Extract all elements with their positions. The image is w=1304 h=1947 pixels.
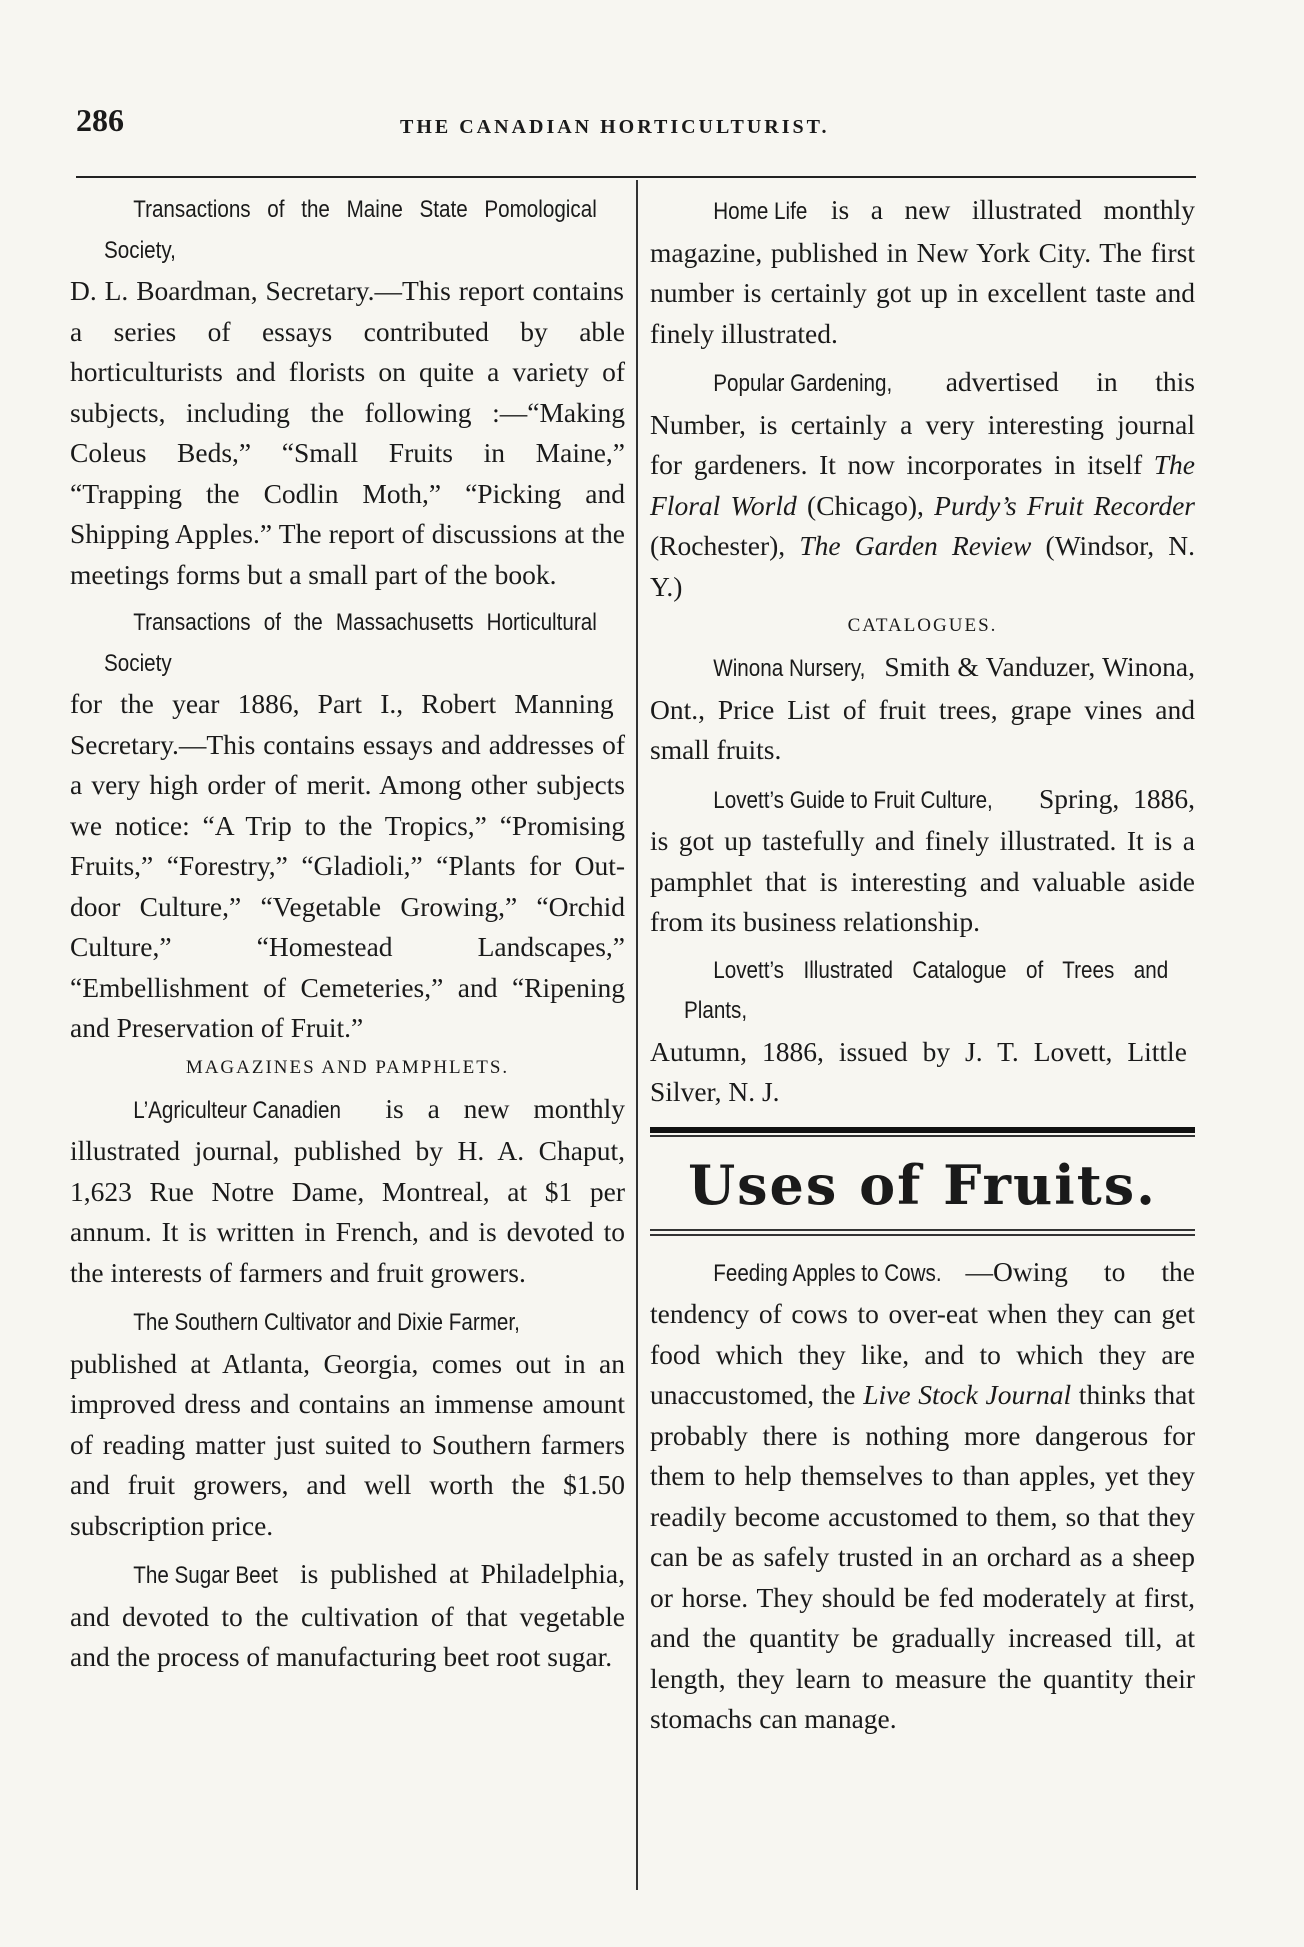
entry-winona-nursery (650, 647, 1195, 771)
running-title: THE CANADIAN HORTICULTURIST. (400, 116, 830, 138)
entry-lead: Lovett’s Guide to Fruit Culture, (713, 786, 993, 814)
column-divider (636, 180, 638, 1890)
header-rule (76, 176, 1196, 178)
entry-text: (Windsor, N. Y.) (650, 530, 1195, 602)
entry-text: published at Atlanta, Georgia, comes out in an improved dress and contains an immense amount of reading matter just suited to Southern farmers and fruit growers, and well worth the $1.50 subscription price. (70, 1347, 625, 1541)
italic-title: The Garden Review (799, 530, 1032, 561)
entry-text: Smith & Vanduzer, Winona, Ont., Price List of fruit trees, grape vines and small fruits. (650, 651, 1195, 765)
entry-lead: Transactions of the Massachusetts Horticultural Society (104, 609, 597, 677)
entry-text: thinks that probably there is nothing more dangerous for them to help themselves to than apples, yet they readily become accustomed to them, so that they can be as safely trusted in an orchard as a sheep or horse. They should be fed moderately at first, and the quantity be gradually increased till, at length, they learn to measure the quantity their stomachs can manage. (650, 1379, 1195, 1734)
entry-popular-gardening (650, 362, 1195, 607)
entry-text: —Owing to the tendency of cows to over-eat when they can get food which they like, and to which they are unaccustomed, the (650, 1255, 1195, 1410)
entry-lead: The Southern Cultivator and Dixie Farmer, (133, 1309, 520, 1336)
entry-feeding-apples (650, 1252, 1195, 1740)
italic-title: Purdy’s Fruit Recorder (934, 489, 1195, 521)
right-column (650, 190, 1195, 1748)
entry-text: for the year 1886, Part I., Robert Manning Secretary.—This contains essays and addresses of a very high order of merit. Among other subjects we notice: “A Trip to the Tropics,” “Promising Fruits,” “Forestry,” “Gladioli,” “Plants for Out-door Culture,” “Vegetable Growing,” “Orchid Culture,” “Homestead Landscapes,” “Embellishment of Cemeteries,” and “Ripening and Preservation of Fruit.” (70, 688, 625, 1043)
entry-text: advertised in this Number, is certainly a very interesting journal for gardeners. It now incorporates in itself (650, 366, 1195, 480)
entry-agriculteur-canadien (70, 1089, 625, 1294)
left-column (70, 190, 625, 1686)
page-number: 286 (76, 102, 124, 138)
entry-lead: The Sugar Beet (133, 1562, 278, 1589)
entry-lead: Home Life (713, 198, 808, 225)
entry-text: (Chicago), (796, 489, 935, 521)
banner-bottom-rule (650, 1229, 1195, 1236)
italic-title: Live Stock Journal (863, 1379, 1072, 1410)
banner-top-rule (650, 1127, 1195, 1133)
entry-text: is published at Philadelphia, and devoted to the cultivation of that vegetable and the process of manufacturing beet root sugar. (70, 1558, 625, 1672)
section-banner-title: Uses of Fruits. (688, 1152, 1157, 1217)
entry-lead: L’Agriculteur Canadien (133, 1096, 341, 1124)
entry-massachusetts-horticultural (70, 603, 625, 1049)
entry-text: is a new illustrated monthly magazine, published in New York City. The first number is certainly got up in excellent taste and finely illustrated. (650, 194, 1195, 349)
section-heading-catalogues: CATALOGUES. (847, 615, 998, 636)
entry-maine-pomological (70, 190, 625, 595)
entry-lead: Lovett’s Illustrated Catalogue of Trees and Plants, (684, 956, 1169, 1024)
entry-home-life (650, 190, 1195, 354)
entry-lead: Winona Nursery, (713, 655, 866, 682)
entry-text: is a new monthly illustrated journal, published by H. A. Chaput, 1,623 Rue Notre Dame, Montreal, at $1 per annum. It is written in French, and is devoted to the interests of farmers and fruit growers. (70, 1092, 625, 1288)
entry-lovetts-catalogue (650, 951, 1195, 1113)
entry-text: (Rochester), (650, 530, 800, 561)
section-heading-magazines: MAGAZINES AND PAMPHLETS. (185, 1056, 510, 1078)
entry-text: D. L. Boardman, Secretary.—This report contains a series of essays contributed by able horticulturists and florists on quite a variety of subjects, including the following :—“Making Coleus Beds,” “Small Fruits in Maine,” “Trapping the Codlin Moth,” “Picking and Shipping Apples.” The report of discussions at the meetings forms but a small part of the book. (70, 275, 625, 590)
entry-text: Autumn, 1886, issued by J. T. Lovett, Little Silver, N. J. (650, 1035, 1187, 1107)
entry-lead: Transactions of the Maine State Pomological Society, (104, 196, 597, 264)
entry-lead: Feeding Apples to Cows. (713, 1259, 942, 1287)
entry-text: Spring, 1886, is got up tastefully and finely illustrated. It is a pamphlet that is interesting and valuable aside from its business relationship. (650, 782, 1195, 937)
banner-top-thin-rule (650, 1135, 1195, 1137)
italic-title: The Floral World (650, 449, 1195, 521)
entry-sugar-beet (70, 1554, 625, 1678)
entry-southern-cultivator (70, 1301, 625, 1546)
entry-lovetts-guide (650, 779, 1195, 943)
entry-lead: Popular Gardening, (713, 370, 893, 397)
